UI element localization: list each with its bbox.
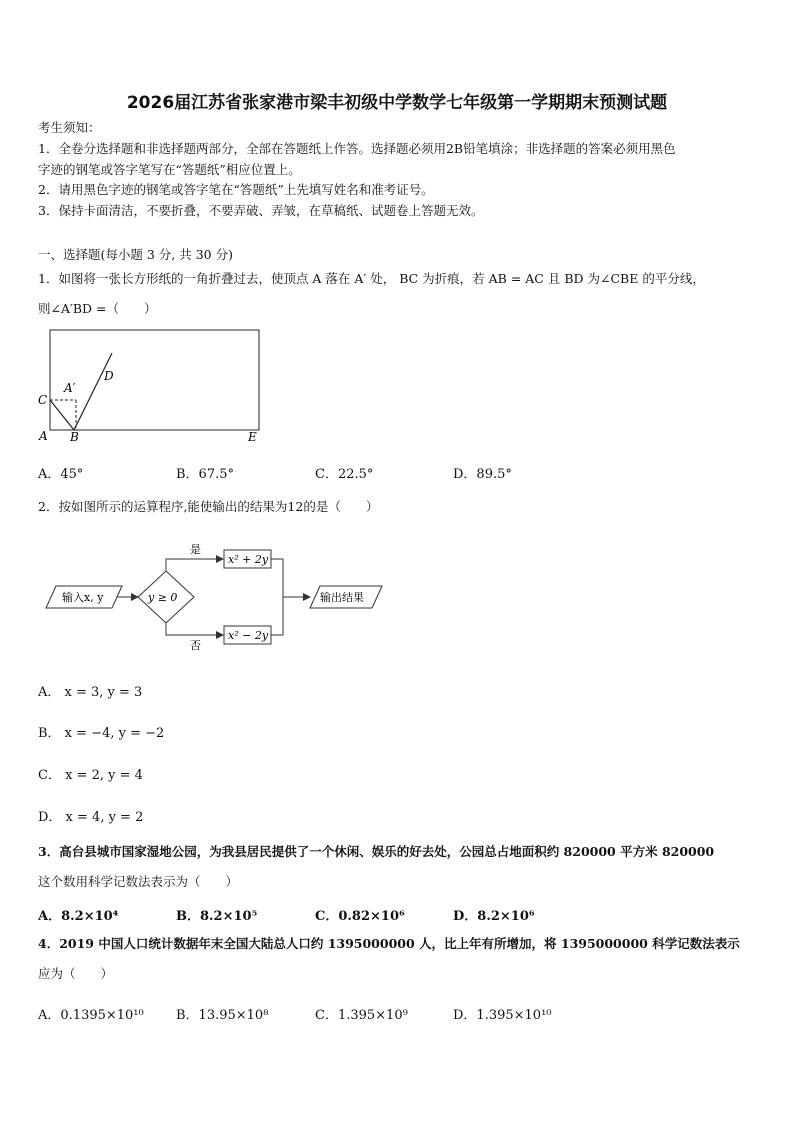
notice-item: 2．请用黑色字迹的钢笔或答字笔在“答题纸”上先填写姓名和准考证号。 bbox=[38, 182, 434, 197]
q4-stem-line1: 4．2019 中国人口统计数据年末全国大陆总人口约 1395000000 人，比上年有所增加，将 1395000000 科学记数法表示 bbox=[38, 936, 740, 951]
label-b: B bbox=[70, 430, 79, 444]
q3-choice-a: A．8.2×10⁴ bbox=[38, 909, 119, 924]
q2-choice-a: A． x = 3, y = 3 bbox=[38, 685, 143, 700]
q1-stem-line1: 1．如图将一张长方形纸的一角折叠过去，使顶点 A 落在 A′ 处， BC 为折痕，若 AB = AC 且 BD 为∠CBE 的平分线， bbox=[38, 271, 705, 286]
notice-item: 1．全卷分选择题和非选择题两部分，全部在答题纸上作答。选择题必须用2B铅笔填涂；非选择题的答案必须用黑色 bbox=[38, 141, 676, 156]
q4-choice-c: C．1.395×10⁹ bbox=[315, 1008, 408, 1023]
label-e: E bbox=[248, 430, 257, 444]
notice-item: 字迹的钢笔或答字笔写在“答题纸”相应位置上。 bbox=[38, 162, 301, 177]
q2-choice-d: D． x = 4, y = 2 bbox=[38, 810, 144, 825]
label-a: A bbox=[39, 429, 48, 443]
q2-stem: 2．按如图所示的运算程序,能使输出的结果为12的是（ ） bbox=[38, 499, 379, 514]
page-title: 2026届江苏省张家港市梁丰初级中学数学七年级第一学期期末预测试题 bbox=[126, 93, 668, 113]
top-process-label: x² + 2y bbox=[228, 553, 269, 566]
q1-figure bbox=[30, 322, 270, 446]
q2-choice-b: B． x = −4, y = −2 bbox=[38, 726, 165, 741]
q3-choice-d: D．8.2×10⁶ bbox=[453, 909, 535, 924]
input-label: 输入x, y bbox=[62, 591, 104, 604]
notice-heading: 考生须知： bbox=[38, 120, 101, 135]
label-d: D bbox=[104, 369, 114, 383]
section-heading: 一、选择题(每小题 3 分, 共 30 分) bbox=[38, 247, 233, 262]
q4-choice-a: A．0.1395×10¹⁰ bbox=[38, 1008, 144, 1023]
q1-stem-line2: 则∠A′BD =（ ） bbox=[38, 301, 157, 316]
q3-choice-c: C．0.82×10⁶ bbox=[315, 909, 405, 924]
label-c: C bbox=[38, 393, 48, 407]
q1-choice-d: D．89.5° bbox=[453, 467, 512, 482]
yes-label: 是 bbox=[190, 543, 201, 556]
q3-stem-line1: 3．高台县城市国家湿地公园，为我县居民提供了一个休闲、娱乐的好去处，公园总占地面积约 820000 平方米 820000 bbox=[38, 844, 715, 859]
q4-stem-line2: 应为（ ） bbox=[38, 966, 114, 981]
decision-label: y ≥ 0 bbox=[148, 591, 178, 604]
arrow-yes bbox=[166, 559, 223, 571]
bottom-process-label: x² − 2y bbox=[228, 629, 269, 642]
no-label: 否 bbox=[190, 639, 201, 652]
fold-line-bc bbox=[50, 400, 74, 430]
q3-choice-b: B．8.2×10⁵ bbox=[176, 909, 258, 924]
arrow-no bbox=[166, 623, 223, 635]
merge-line bbox=[271, 559, 283, 635]
q4-choice-b: B．13.95×10⁸ bbox=[176, 1008, 269, 1023]
label-a-prime: A′ bbox=[64, 381, 76, 395]
q3-stem-line2: 这个数用科学记数法表示为（ ） bbox=[38, 874, 239, 889]
q2-flowchart bbox=[40, 540, 390, 652]
q1-choice-a: A．45° bbox=[38, 467, 84, 482]
line-bd bbox=[74, 353, 112, 430]
notice-item: 3．保持卡面清洁，不要折叠，不要弄破、弄皱，在草稿纸、试题卷上答题无效。 bbox=[38, 203, 484, 218]
q2-choice-c: C． x = 2, y = 4 bbox=[38, 768, 143, 783]
q4-choice-d: D．1.395×10¹⁰ bbox=[453, 1008, 552, 1023]
output-label: 输出结果 bbox=[320, 591, 364, 604]
q1-choice-c: C．22.5° bbox=[315, 467, 374, 482]
q1-choice-b: B．67.5° bbox=[176, 467, 234, 482]
